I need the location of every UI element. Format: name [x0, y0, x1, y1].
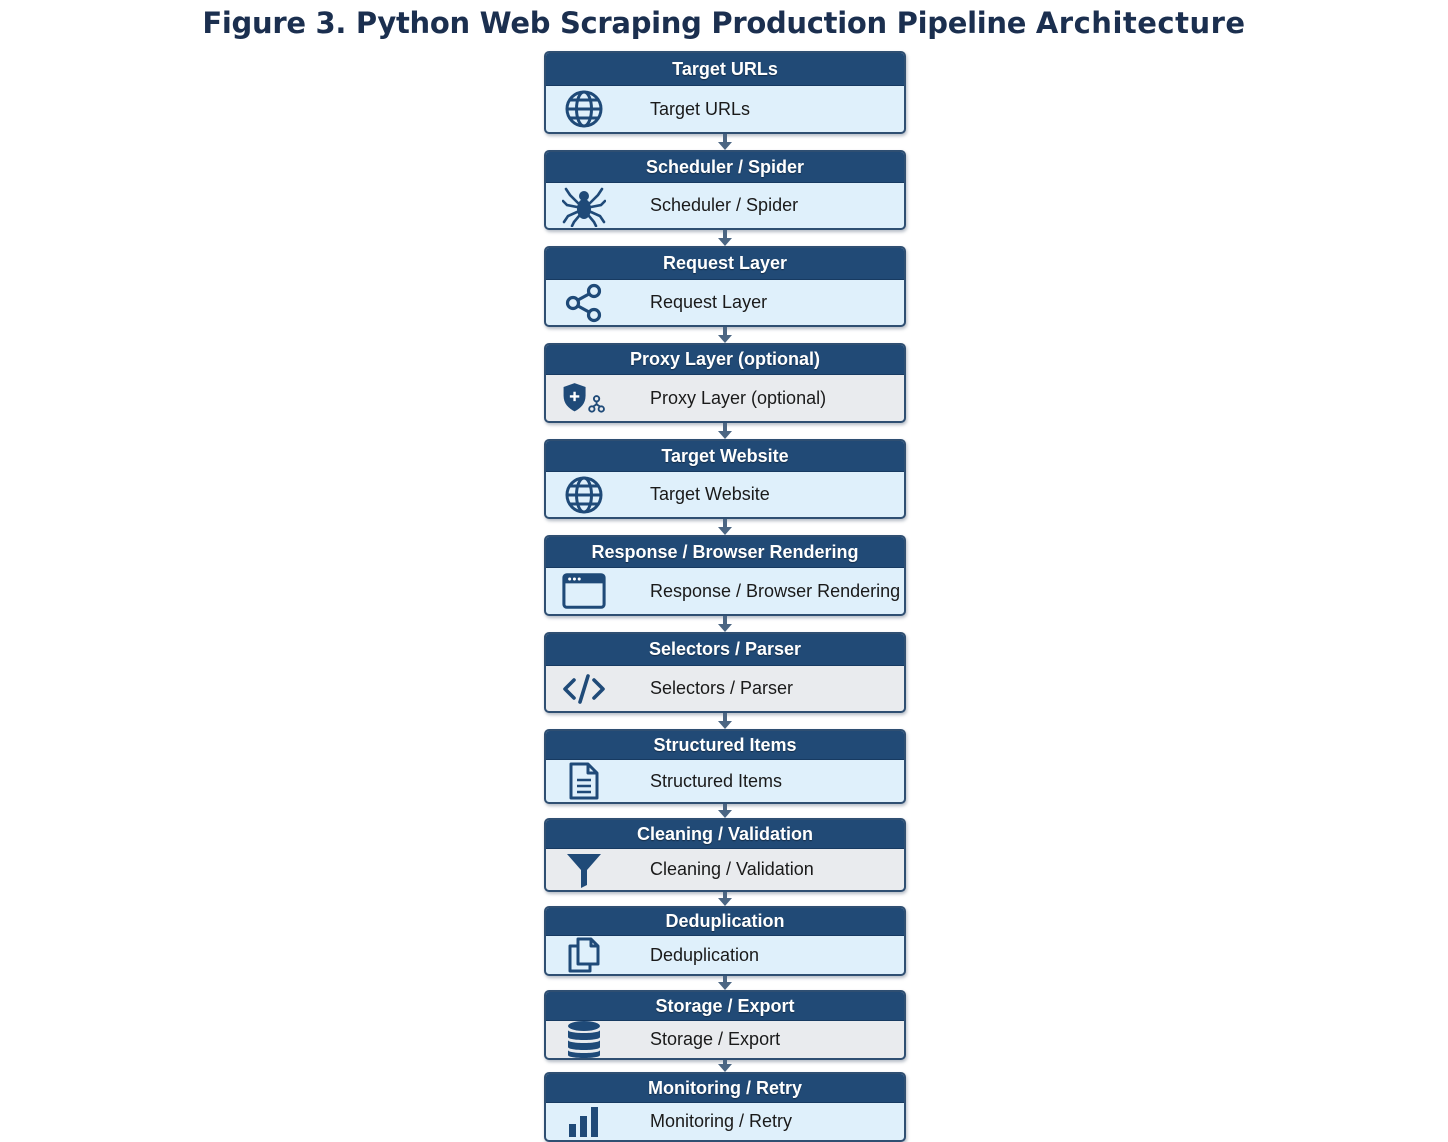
node-label: Target Website	[650, 484, 770, 504]
flow-arrow	[544, 1060, 906, 1072]
flow-arrow	[544, 713, 906, 729]
node-label: Target URLs	[650, 98, 751, 119]
node-body	[546, 375, 904, 421]
pipeline-node	[544, 150, 906, 230]
globe-icon	[562, 89, 606, 129]
node-header: Request Layer	[546, 248, 904, 280]
node-header: Target Website	[546, 441, 904, 472]
share-icon	[562, 283, 606, 323]
node-header: Target URLs	[546, 53, 904, 86]
node-header: Response / Browser Rendering	[546, 537, 904, 568]
database-icon	[562, 1020, 606, 1060]
node-label: Scheduler / Spider	[650, 195, 799, 215]
node-body	[546, 472, 904, 517]
flow-arrow	[544, 327, 906, 343]
pipeline-node	[544, 343, 906, 423]
bar-chart-icon	[562, 1102, 606, 1142]
node-label: Deduplication	[650, 944, 760, 965]
funnel-icon	[562, 850, 606, 890]
node-label: Storage / Export	[650, 1029, 781, 1049]
pipeline-node	[544, 990, 906, 1060]
flow-arrow	[544, 423, 906, 439]
node-body	[546, 760, 904, 802]
node-label: Response / Browser Rendering	[650, 580, 901, 601]
node-label: Structured Items	[650, 770, 783, 791]
pipeline-node	[544, 906, 906, 976]
pipeline-node	[544, 729, 906, 804]
flow-arrow	[544, 230, 906, 246]
node-body	[546, 86, 904, 132]
node-header: Storage / Export	[546, 992, 904, 1021]
globe-icon	[562, 475, 606, 515]
figure-title	[0, 6, 1448, 40]
node-label: Monitoring / Retry	[650, 1111, 793, 1131]
flow-arrow	[544, 804, 906, 818]
pipeline-node	[544, 51, 906, 134]
pipeline-node	[544, 535, 906, 616]
pipeline-flow	[544, 51, 906, 1142]
node-body	[546, 280, 904, 325]
figure-title-main: Figure 3. Python Web Scraping Production Pipeline	[202, 6, 1036, 40]
pipeline-node	[544, 439, 906, 519]
node-body	[546, 183, 904, 228]
node-label: Cleaning / Validation	[650, 859, 814, 879]
spider-icon	[562, 186, 606, 226]
flow-arrow	[544, 134, 906, 150]
node-header: Cleaning / Validation	[546, 820, 904, 849]
node-body	[546, 666, 904, 711]
document-icon	[562, 761, 606, 801]
node-body	[546, 1103, 904, 1140]
node-label: Proxy Layer (optional)	[650, 387, 827, 408]
pipeline-node	[544, 246, 906, 327]
shield-network-icon	[562, 378, 606, 418]
flow-arrow	[544, 519, 906, 535]
code-icon	[562, 669, 606, 709]
node-label: Request Layer	[650, 292, 768, 312]
node-body	[546, 936, 904, 974]
pipeline-node	[544, 632, 906, 713]
copy-icon	[562, 935, 606, 975]
node-label: Selectors / Parser	[650, 678, 794, 698]
flow-arrow	[544, 616, 906, 632]
node-body	[546, 1021, 904, 1058]
flow-arrow	[544, 892, 906, 906]
node-header: Deduplication	[546, 908, 904, 936]
node-header: Proxy Layer (optional)	[546, 345, 904, 375]
pipeline-node	[544, 818, 906, 892]
browser-window-icon	[562, 571, 606, 611]
pipeline-node	[544, 1072, 906, 1142]
node-header: Structured Items	[546, 731, 904, 760]
flow-arrow	[544, 976, 906, 990]
node-header: Scheduler / Spider	[546, 152, 904, 183]
node-header: Selectors / Parser	[546, 634, 904, 666]
figure-title-emphasis: Architecture	[1035, 6, 1246, 40]
node-body	[546, 568, 904, 614]
node-body	[546, 849, 904, 890]
node-header: Monitoring / Retry	[546, 1074, 904, 1103]
